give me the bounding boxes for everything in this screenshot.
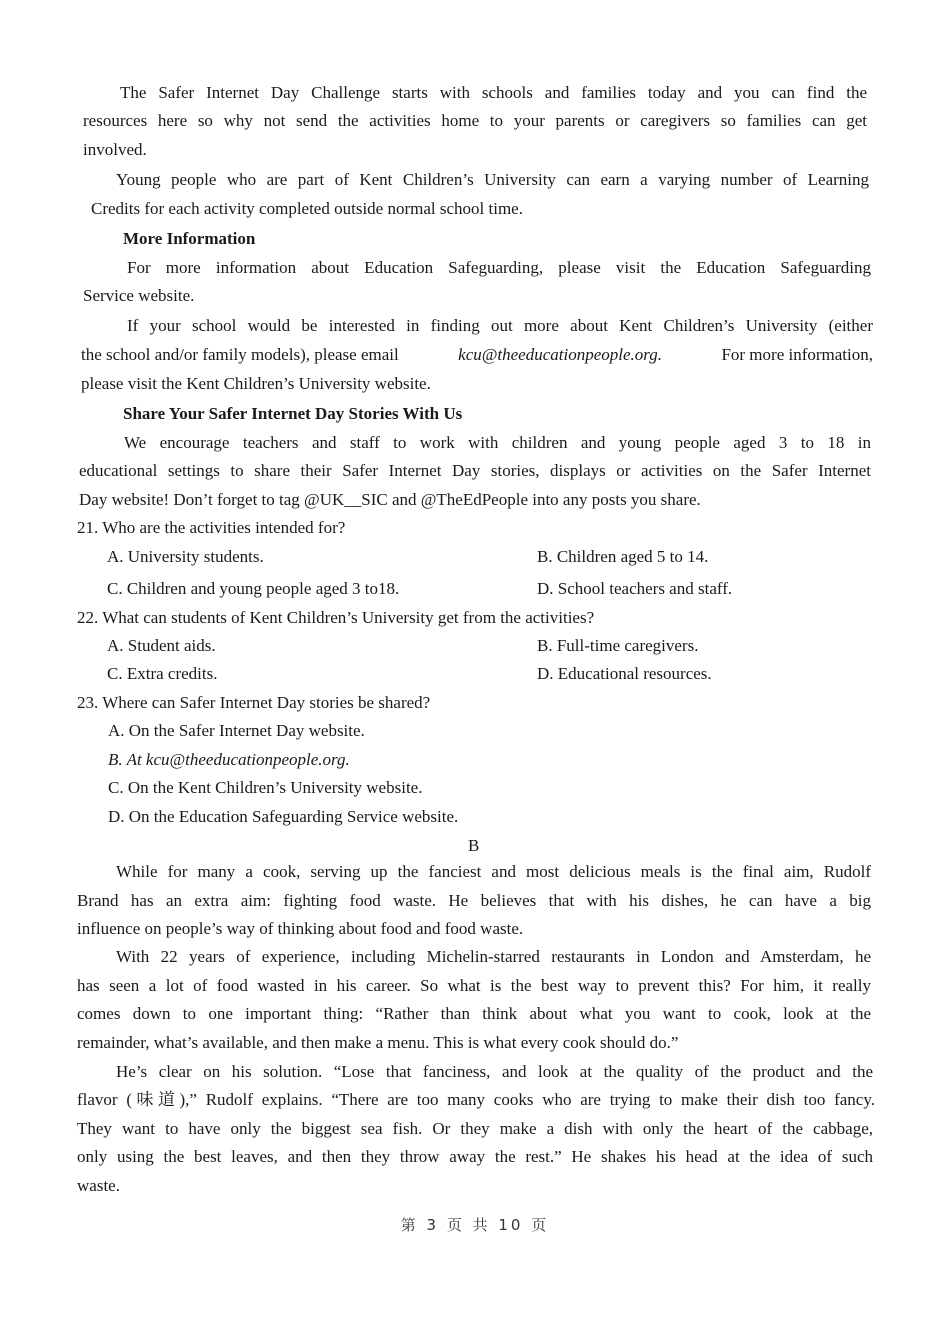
- passage-b-label: B: [468, 836, 480, 855]
- passage-a-p1-line2: resources here so why not send the activities home to your parents or caregivers so families can get: [83, 111, 867, 130]
- question-21-option-b: B. Children aged 5 to 14.: [537, 547, 709, 566]
- passage-b-p2-line2: has seen a lot of food wasted in his career. So what is the best way to prevent this? For him, it really: [77, 976, 871, 995]
- passage-b-p3-line2: flavor (味道),” Rudolf explains. “There are too many cooks who are trying to make their dish too fancy.: [77, 1090, 875, 1109]
- question-23-option-a: A. On the Safer Internet Day website.: [108, 721, 365, 740]
- question-21-option-a: A. University students.: [107, 547, 264, 566]
- question-21-stem: 21. Who are the activities intended for?: [77, 518, 346, 537]
- passage-a-p2-line1: Young people who are part of Kent Children’s University can earn a varying number of Learning: [116, 170, 869, 189]
- heading-more-information: More Information: [123, 229, 256, 248]
- passage-a-p3-line2: Service website.: [83, 286, 195, 305]
- passage-b-p1-line1: While for many a cook, serving up the fanciest and most delicious meals is the final aim, Rudolf: [116, 862, 871, 881]
- passage-a-p5-line2: educational settings to share their Safer Internet Day stories, displays or activities on the Safer Internet: [79, 461, 871, 480]
- passage-a-p1-line1: The Safer Internet Day Challenge starts with schools and families today and you can find the: [120, 83, 867, 102]
- question-21-option-c: C. Children and young people aged 3 to18.: [107, 579, 400, 598]
- heading-share-stories: Share Your Safer Internet Day Stories With Us: [123, 404, 463, 423]
- passage-b-p3-line5: waste.: [77, 1176, 120, 1195]
- p4-line2-post: For more information,: [717, 345, 873, 364]
- passage-a-p4-line1: If your school would be interested in finding out more about Kent Children’s University (either: [127, 316, 873, 335]
- question-21-option-d: D. School teachers and staff.: [537, 579, 733, 598]
- question-23-option-d: D. On the Education Safeguarding Service website.: [108, 807, 459, 826]
- passage-b-p3-line4: only using the best leaves, and then they throw away the rest.” He shakes his head at the idea of such: [77, 1147, 873, 1166]
- question-23-option-c: C. On the Kent Children’s University website.: [108, 778, 423, 797]
- question-22-option-b: B. Full-time caregivers.: [537, 636, 699, 655]
- passage-a-p2-line2: Credits for each activity completed outside normal school time.: [91, 199, 523, 218]
- question-22-option-d: D. Educational resources.: [537, 664, 712, 683]
- passage-b-p2-line1: With 22 years of experience, including Michelin-starred restaurants in London and Amsterdam, he: [116, 947, 871, 966]
- question-23-option-b: B. At kcu@theeducationpeople.org.: [108, 750, 350, 769]
- passage-a-p5-line3: Day website! Don’t forget to tag @UK__SIC and @TheEdPeople into any posts you share.: [79, 490, 701, 509]
- passage-b-p3-line3: They want to have only the biggest sea fish. Or they make a dish with only the heart of the cabbage,: [77, 1119, 873, 1138]
- passage-a-p4-line2: [81, 345, 873, 365]
- p4-line2-pre: the school and/or family models), please email: [81, 345, 403, 364]
- question-22-option-c: C. Extra credits.: [107, 664, 218, 683]
- passage-b-p2-line3: comes down to one important thing: “Rather than think about what you want to cook, look at the: [77, 1004, 871, 1023]
- kcu-email-link[interactable]: kcu@theeducationpeople.org.: [458, 345, 662, 364]
- passage-a-p3-line1: For more information about Education Safeguarding, please visit the Education Safeguarding: [127, 258, 871, 277]
- passage-a-p5-line1: We encourage teachers and staff to work with children and young people aged 3 to 18 in: [124, 433, 871, 452]
- passage-b-p1-line2: Brand has an extra aim: fighting food waste. He believes that with his dishes, he can have a big: [77, 891, 871, 910]
- passage-b-p1-line3: influence on people’s way of thinking about food and food waste.: [77, 919, 524, 938]
- passage-b-p2-line4: remainder, what’s available, and then make a menu. This is what every cook should do.”: [77, 1033, 679, 1052]
- question-22-stem: 22. What can students of Kent Children’s University get from the activities?: [77, 608, 595, 627]
- passage-a-p1-line3: involved.: [83, 140, 147, 159]
- passage-a-p4-line3: please visit the Kent Children’s University website.: [81, 374, 431, 393]
- question-23-stem: 23. Where can Safer Internet Day stories be shared?: [77, 693, 431, 712]
- question-22-option-a: A. Student aids.: [107, 636, 216, 655]
- passage-b-p3-line1: He’s clear on his solution. “Lose that fanciness, and look at the quality of the product and the: [116, 1062, 873, 1081]
- page-number: 第 3 页 共 10 页: [400, 1216, 550, 1234]
